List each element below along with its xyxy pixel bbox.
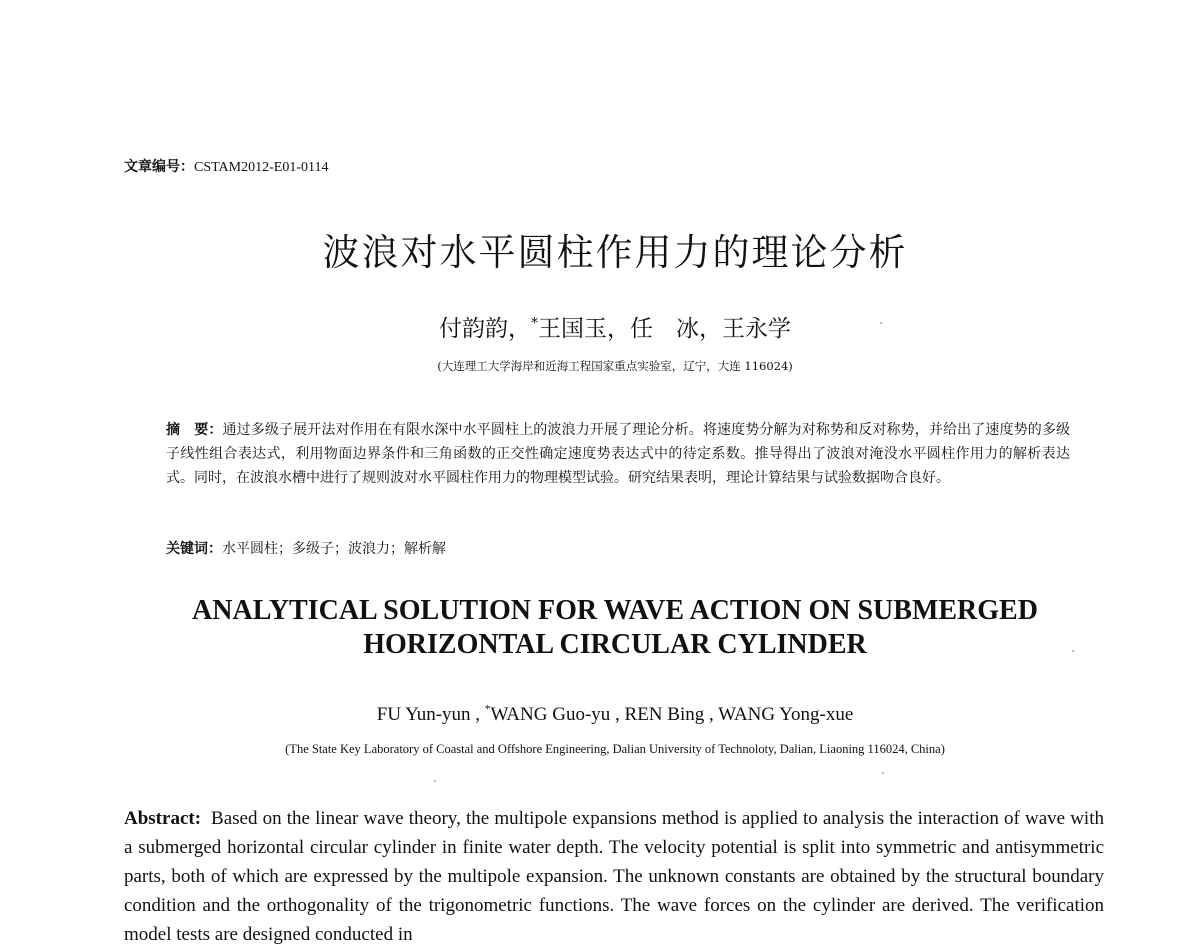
english-title (0, 594, 1200, 662)
chinese-authors-rest: 王国玉，任 冰，王永学 (537, 316, 791, 342)
chinese-keywords (166, 538, 446, 558)
chinese-authors (0, 310, 1200, 343)
scan-speck (880, 322, 882, 324)
article-number-label: 文章编号： (124, 159, 194, 175)
chinese-abstract (166, 418, 1070, 490)
chinese-abstract-label: 摘 要： (166, 422, 223, 438)
scan-speck (1072, 650, 1074, 652)
article-number (124, 156, 328, 176)
chinese-keywords-label: 关键词： (166, 541, 222, 557)
chinese-abstract-text: 通过多级子展开法对作用在有限水深中水平圆柱上的波浪力开展了理论分析。将速度势分解为对称势和反对称势，并给出了速度势的多级子线性组合表达式，利用物面边界条件和三角函数的正交性确定速度势表达式中的待定系数。推导得出了波浪对淹没水平圆柱作用力的解析表达式。同时，在波浪水槽中进行了规则波对水平圆柱作用力的物理模型试验。研究结果表明，理论计算结果与试验数据吻合良好。 (166, 422, 1071, 486)
english-corresponding-mark: * (484, 703, 491, 716)
english-title-line-1: ANALYTICAL SOLUTION FOR WAVE ACTION ON SUBMERGED (192, 595, 1038, 626)
english-abstract-label: Abstract: (124, 808, 202, 829)
english-authors-rest: WANG Guo-yu , REN Bing , WANG Yong-xue (490, 704, 854, 725)
chinese-corresponding-mark: * (531, 315, 538, 332)
english-authors-first: FU Yun-yun , (376, 704, 485, 725)
article-number-value: CSTAM2012-E01-0114 (194, 160, 329, 175)
english-affiliation: (The State Key Laboratory of Coastal and Offshore Engineering, Dalian University of Technoloty, Dalian, Liaoning 116024, China) (285, 742, 945, 756)
scan-speck (882, 772, 884, 774)
english-title-line-2: HORIZONTAL CIRCULAR CYLINDER (363, 629, 867, 660)
chinese-authors-first: 付韵韵， (439, 316, 532, 342)
english-abstract-text: Based on the linear wave theory, the multipole expansions method is applied to analysis the interaction of wave with a submerged horizontal circular cylinder in finite water depth. The velocity potential is split into symmetric and antisymmetric parts, both of which are expressed by the multipole expansion. The unknown constants are obtained by the structural boundary condition and the orthogonality of the trigonometric functions. The wave forces on the cylinder are derived. The verification model tests are designed conducted in (124, 808, 1104, 945)
chinese-affiliation: (大连理工大学海岸和近海工程国家重点实验室，辽宁，大连 116024) (437, 359, 793, 373)
english-authors (0, 704, 1200, 726)
scan-speck (434, 780, 436, 782)
chinese-title: 波浪对水平圆柱作用力的理论分析 (322, 231, 908, 274)
english-abstract (124, 804, 1104, 949)
chinese-keywords-text: 水平圆柱；多级子；波浪力；解析解 (222, 541, 446, 557)
